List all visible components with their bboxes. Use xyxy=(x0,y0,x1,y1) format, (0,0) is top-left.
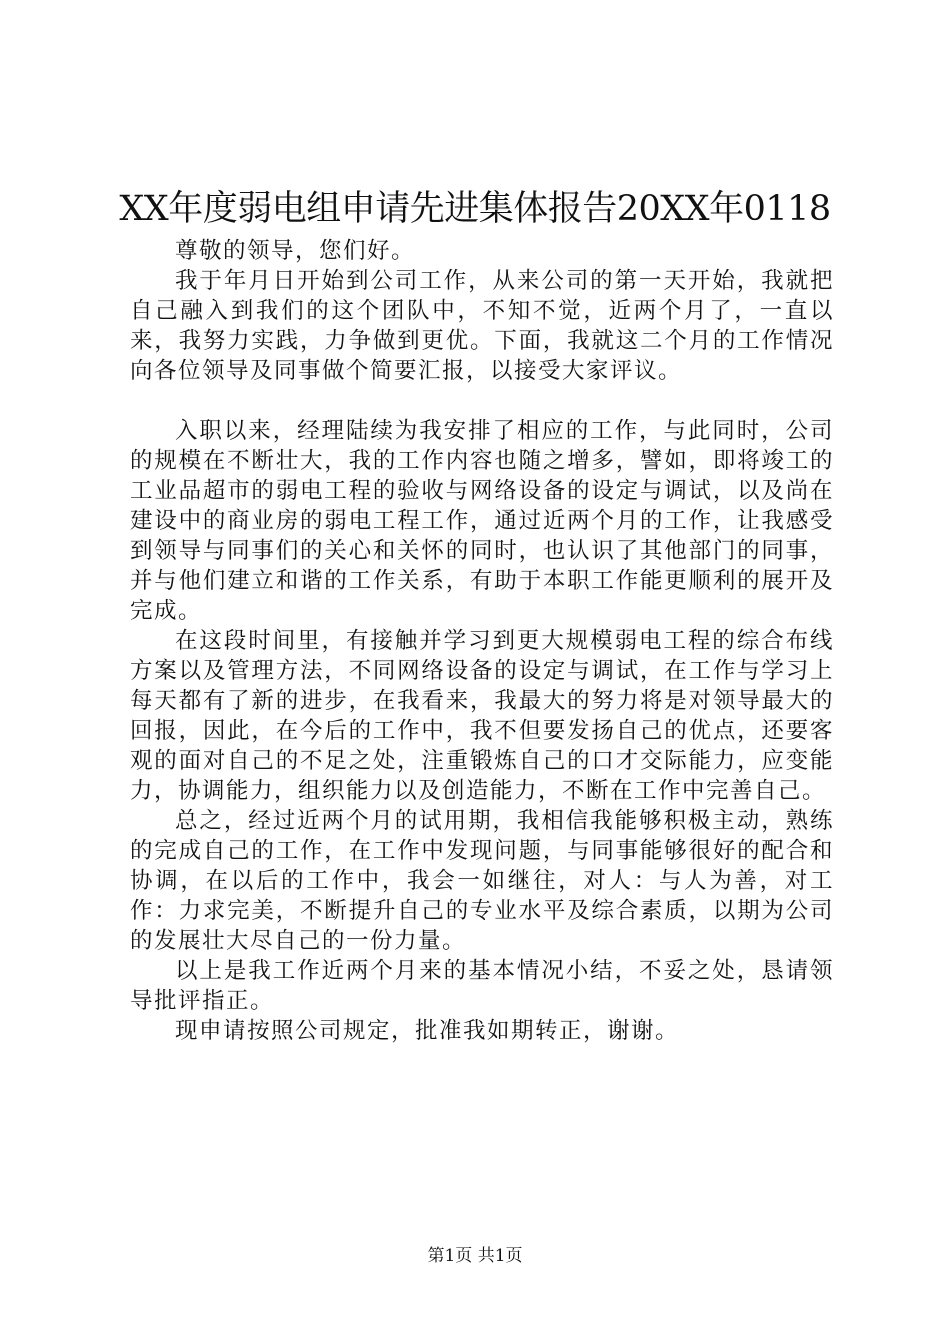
salutation-paragraph: 尊敬的领导，您们好。 xyxy=(175,238,416,264)
request-paragraph: 现申请按照公司规定，批准我如期转正，谢谢。 xyxy=(175,1018,680,1044)
document-title: XX年度弱电组申请先进集体报告20XX年0118 xyxy=(119,189,831,229)
closing-paragraph: 以上是我工作近两个月来的基本情况小结，不妥之处，恳请领导批评指正。 xyxy=(130,958,834,1014)
summary-paragraph: 总之，经过近两个月的试用期，我相信我能够积极主动，熟练的完成自己的工作，在工作中发现问题，与同事能够很好的配合和协调，在以后的工作中，我会一如继往，对人：与人为善，对工作：力求完美，不断提升自己的专业水平及综合素质，以期为公司的发展壮大尽自己的一份力量。 xyxy=(130,808,834,954)
document-body xyxy=(130,236,834,1046)
intro-paragraph: 我于年月日开始到公司工作，从来公司的第一天开始，我就把自己融入到我们的这个团队中，不知不觉，近两个月了，一直以来，我努力实践，力争做到更优。下面，我就这二个月的工作情况向各位领导及同事做个简要汇报，以接受大家评议。 xyxy=(130,268,834,384)
work-overview-paragraph: 入职以来，经理陆续为我安排了相应的工作，与此同时，公司的规模在不断壮大，我的工作内容也随之增多，譬如，即将竣工的工业品超市的弱电工程的验收与网络设备的设定与调试，以及尚在建设中的商业房的弱电工程工作，通过近两个月的工作，让我感受到领导与同事们的关心和关怀的同时，也认识了其他部门的同事，并与他们建立和谐的工作关系，有助于本职工作能更顺利的展开及完成。 xyxy=(130,418,834,624)
learning-paragraph: 在这段时间里，有接触并学习到更大规模弱电工程的综合布线方案以及管理方法，不同网络设备的设定与调试，在工作与学习上每天都有了新的进步，在我看来，我最大的努力将是对领导最大的回报，因此，在今后的工作中，我不但要发扬自己的优点，还要客观的面对自己的不足之处，注重锻炼自己的口才交际能力，应变能力，协调能力，组织能力以及创造能力，不断在工作中完善自己。 xyxy=(130,628,834,804)
page-number-footer: 第1页 共1页 xyxy=(427,1246,523,1266)
